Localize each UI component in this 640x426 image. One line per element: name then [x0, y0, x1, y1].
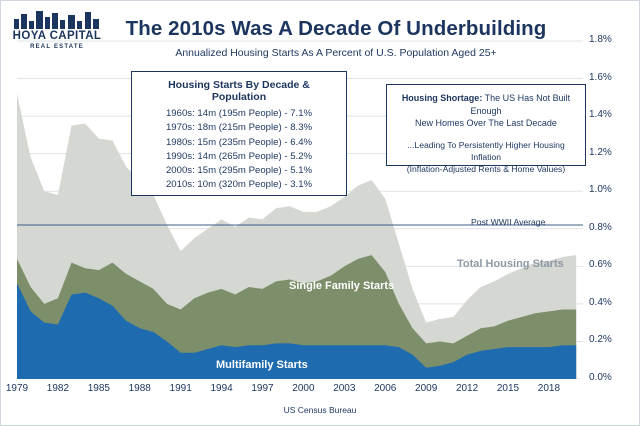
x-axis-tick-label: 1982: [46, 383, 70, 394]
x-axis-tick-label: 1988: [128, 383, 151, 394]
x-axis-tick-label: 2006: [374, 383, 397, 394]
decade-box-header: Housing Starts By Decade & Population: [168, 79, 310, 103]
skyline-icon: [12, 11, 102, 29]
decade-row: 1990s: 14m (265m People) - 5.2%: [165, 150, 313, 162]
y-axis-tick-label: 1.0%: [589, 184, 612, 196]
y-axis-tick-label: 0.2%: [589, 334, 612, 346]
y-axis-tick-label: 0.6%: [589, 259, 612, 271]
x-axis-tick-label: 1979: [5, 383, 29, 394]
shortage-note: [395, 139, 577, 175]
x-axis-tick-label: 2003: [333, 383, 356, 394]
shortage-headline: [395, 92, 577, 130]
x-axis-tick-label: 2018: [537, 383, 561, 394]
brand-name: HOYA CAPITAL: [12, 30, 102, 42]
shortage-lead: Housing Shortage:: [401, 93, 483, 103]
x-axis-tick-label: 1985: [87, 383, 110, 394]
page-title: The 2010s Was A Decade Of Underbuilding: [125, 17, 547, 40]
x-axis-tick-label: 1997: [251, 383, 274, 394]
x-axis-tick-label: 2009: [415, 383, 438, 394]
decade-summary-box: [131, 71, 347, 196]
decade-row: 2010s: 10m (320m People) - 3.1%: [165, 179, 313, 191]
decade-row: 2000s: 15m (295m People) - 5.1%: [165, 165, 313, 177]
shortage-line4: (Inflation-Adjusted Rents & Home Values): [406, 163, 566, 174]
y-axis-tick-label: 0.0%: [589, 372, 612, 383]
y-axis-tick-label: 0.8%: [589, 221, 612, 233]
y-axis-tick-label: 1.8%: [589, 34, 612, 45]
brand-tagline: REAL ESTATE: [30, 44, 84, 50]
shortage-line1: The US Has Not Built Enough: [470, 93, 571, 116]
x-axis-tick-label: 2012: [455, 383, 479, 394]
y-axis-tick-label: 1.4%: [589, 109, 612, 121]
source-caption: US Census Bureau: [283, 405, 357, 415]
page-subtitle: Annualized Housing Starts As A Percent of U.S. Population Aged 25+: [175, 47, 497, 59]
y-axis-tick-label: 1.6%: [589, 71, 612, 83]
x-axis-tick-label: 1991: [169, 383, 192, 394]
shortage-line3: ...Leading To Persistently Higher Housing Inflation: [407, 139, 565, 162]
x-axis-tick-label: 2015: [496, 383, 520, 394]
series-label-multifamily: Multifamily Starts: [216, 359, 308, 371]
series-label-total: Total Housing Starts: [457, 258, 564, 270]
x-axis-tick-label: 1994: [210, 383, 233, 394]
y-axis-tick-label: 1.2%: [589, 146, 612, 158]
housing-shortage-box: [386, 84, 586, 174]
shortage-line2: New Homes Over The Last Decade: [415, 118, 557, 128]
series-label-single-family: Single Family Starts: [289, 280, 395, 292]
y-axis-tick-label: 0.4%: [589, 296, 612, 308]
reference-line-label: Post WWII Average: [471, 217, 546, 227]
x-axis-tick-label: 2000: [292, 383, 315, 394]
decade-row: 1980s: 15m (235m People) - 6.4%: [165, 136, 313, 148]
decade-row: 1960s: 14m (195m People) - 7.1%: [165, 108, 313, 119]
decade-row: 1970s: 18m (215m People) - 8.3%: [165, 122, 313, 134]
